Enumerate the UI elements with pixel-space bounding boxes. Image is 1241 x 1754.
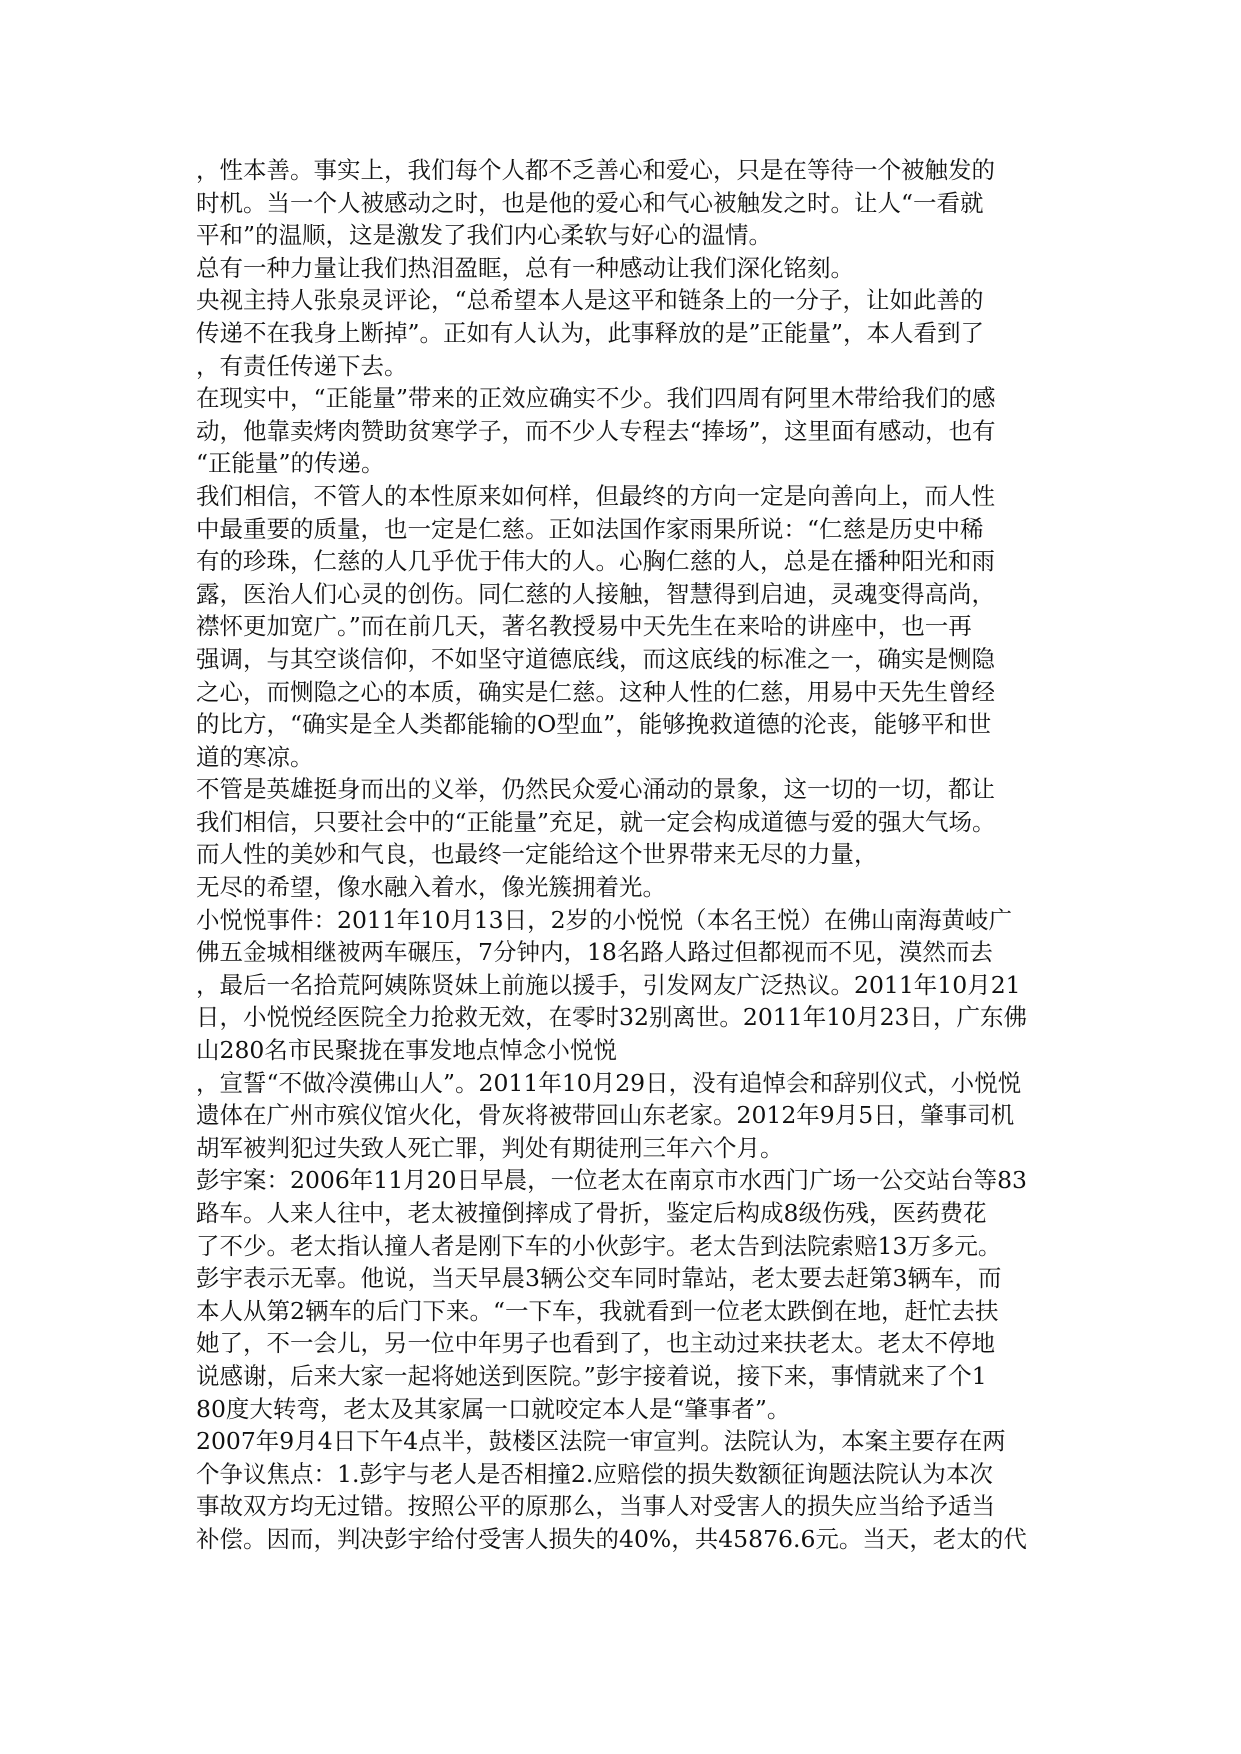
text-line: 时机。当一个人被感动之时，也是他的爱心和气心被触发之时。让人“一看就 [196, 188, 984, 217]
text-line: 动，他靠卖烤肉赞助贫寒学子，而不少人专程去“捧场”，这里面有感动，也有 [196, 416, 996, 445]
text-line: 说感谢，后来大家一起将她送到医院。”彭宇接着说，接下来，事情就来了个1 [196, 1361, 987, 1390]
text-line: 日，小悦悦经医院全力抢救无效，在零时32别离世。2011年10月23日，广东佛 [196, 1003, 1028, 1032]
text-line: ，性本善。事实上，我们每个人都不乏善心和爱心，只是在等待一个被触发的 [196, 156, 995, 184]
text-line: 彭宇案：2006年11月20日早晨，一位老太在南京市水西门广场一公交站台等83 [196, 1166, 1028, 1195]
text-line: 80度大转弯，老太及其家属一口就咬定本人是“肇事者”。 [196, 1394, 791, 1423]
text-line: 在现实中，“正能量”带来的正效应确实不少。我们四周有阿里木带给我们的感 [196, 384, 996, 413]
text-line: 而人性的美妙和气良，也最终一定能给这个世界带来无尽的力量， [196, 840, 878, 869]
text-line: 露，医治人们心灵的创伤。同仁慈的人接触，智慧得到启迪，灵魂变得高尚， [196, 579, 995, 608]
text-line: 传递不在我身上断掉”。正如有人认为，此事释放的是”正能量”，本人看到了 [196, 318, 985, 347]
text-line: 小悦悦事件：2011年10月13日，2岁的小悦悦（本名王悦）在佛山南海黄岐广 [196, 905, 1013, 934]
text-line: 个争议焦点：1.彭宇与老人是否相撞2.应赔偿的损失数额征询题法院认为本次 [196, 1459, 993, 1488]
text-line: 有的珍珠，仁慈的人几乎优于伟大的人。心胸仁慈的人，总是在播种阳光和雨 [196, 547, 995, 576]
text-line: 的比方，“确实是全人类都能输的O型血”，能够挽救道德的沦丧，能够平和世 [196, 710, 992, 739]
text-line: 无尽的希望，像水融入着水，像光簇拥着光。 [196, 873, 666, 902]
text-line: ，最后一名拾荒阿姨陈贤妹上前施以援手，引发网友广泛热议。2011年10月21 [196, 970, 1021, 999]
text-line: 2007年9月4日下午4点半，鼓楼区法院一审宣判。法院认为，本案主要存在两 [196, 1427, 1006, 1456]
text-line: 她了，不一会儿，另一位中年男子也看到了，也主动过来扶老太。老太不停地 [196, 1329, 995, 1358]
text-line: 补偿。因而，判决彭宇给付受害人损失的40%，共45876.6元。当天，老太的代 [196, 1524, 1027, 1553]
document-body [196, 154, 1056, 1588]
text-line: “正能量”的传递。 [196, 449, 385, 478]
text-line: 了不少。老太指认撞人者是刚下车的小伙彭宇。老太告到法院索赔13万多元。 [196, 1231, 1002, 1260]
text-line: 央视主持人张泉灵评论，“总希望本人是这平和链条上的一分子，让如此善的 [196, 286, 984, 315]
text-line: 不管是英雄挺身而出的义举，仍然民众爱心涌动的景象，这一切的一切，都让 [196, 775, 995, 804]
text-line: 路车。人来人往中，老太被撞倒摔成了骨折，鉴定后构成8级伤残，医药费花 [196, 1199, 987, 1227]
text-line: 遗体在广州市殡仪馆火化，骨灰将被带回山东老家。2012年9月5日，肇事司机 [196, 1101, 1015, 1130]
text-line: 道的寒凉。 [196, 742, 314, 771]
text-line: 强调，与其空谈信仰，不如坚守道德底线，而这底线的标准之一，确实是恻隐 [196, 644, 995, 673]
text-line: 本人从第2辆车的后门下来。“一下车，我就看到一位老太跌倒在地，赶忙去扶 [196, 1296, 999, 1325]
text-line: 我们相信，只要社会中的“正能量”充足，就一定会构成道德与爱的强大气场。 [196, 807, 996, 836]
text-line: 胡军被判犯过失致人死亡罪，判处有期徒刑三年六个月。 [196, 1133, 784, 1162]
text-line: 山280名市民聚拢在事发地点悼念小悦悦 [196, 1036, 617, 1065]
text-line: 之心，而恻隐之心的本质，确实是仁慈。这种人性的仁慈，用易中天先生曾经 [196, 677, 995, 706]
text-line: 事故双方均无过错。按照公平的原那么，当事人对受害人的损失应当给予适当 [196, 1492, 995, 1521]
text-line: 佛五金城相继被两车碾压，7分钟内，18名路人路过但都视而不见，漠然而去 [196, 938, 993, 967]
text-line: 襟怀更加宽广。”而在前几天，著名教授易中天先生在来哈的讲座中，也一再 [196, 612, 972, 641]
text-line [196, 1556, 1056, 1589]
text-line: 总有一种力量让我们热泪盈眶，总有一种感动让我们深化铭刻。 [196, 253, 854, 282]
text-line: ，宣誓“不做冷漠佛山人”。2011年10月29日，没有追悼会和辞别仪式，小悦悦 [196, 1068, 1022, 1097]
text-line: 平和”的温顺，这是激发了我们内心柔软与好心的温情。 [196, 221, 773, 250]
text-line: ，有责任传递下去。 [196, 351, 408, 380]
text-line: 中最重要的质量，也一定是仁慈。正如法国作家雨果所说：“仁慈是历史中稀 [196, 514, 984, 543]
text-line: 我们相信，不管人的本性原来如何样，但最终的方向一定是向善向上，而人性 [196, 481, 995, 510]
text-line: 彭宇表示无辜。他说，当天早晨3辆公交车同时靠站，老太要去赶第3辆车，而 [196, 1264, 1002, 1293]
